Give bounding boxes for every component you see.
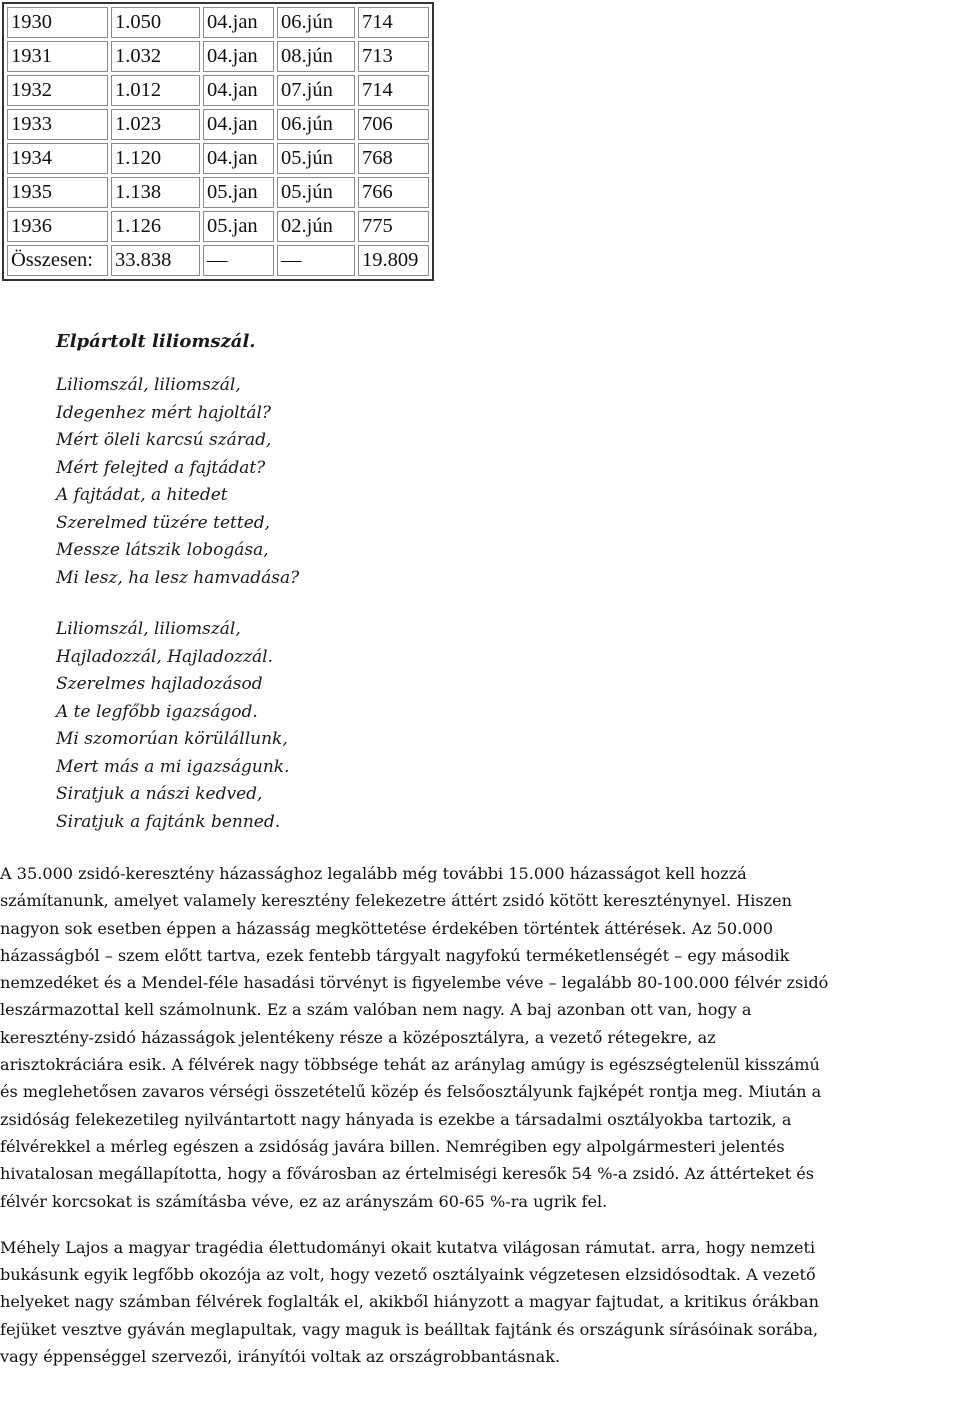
paragraph-line: arisztokráciára esik. A félvérek nagy többsége tehát az aránylag amúgy is egészségtelenül kisszámú: [0, 1055, 820, 1075]
poem-line: Mért felejted a fajtádat?: [56, 457, 266, 478]
table-cell: 04.jan: [203, 109, 274, 140]
poem-line: Messze látszik lobogása,: [56, 540, 269, 560]
paragraph-line: vagy éppenséggel szervezői, irányítói voltak az országrobbantásnak.: [0, 1347, 561, 1367]
paragraph-line: helyeket nagy számban félvérek foglalták el, akikből hiányzott a magyar fajtudat, a kritikus órákban: [0, 1292, 819, 1312]
table-cell: 06.jún: [277, 109, 355, 140]
table-cell: —: [203, 245, 274, 276]
paragraph-line: nemzedéket és a Mendel-féle hasadási törvényt is figyelembe véve – legalább 80-100.000 félvér zsidó: [0, 973, 829, 993]
table-cell: 1935: [7, 177, 108, 208]
poem-line: Szerelmed tüzére tetted,: [56, 512, 271, 533]
table-total-row: [7, 245, 429, 276]
paragraph: [0, 1234, 960, 1370]
table-cell: 02.jún: [277, 211, 355, 242]
poem: [56, 328, 299, 860]
poem-stanzas: [56, 372, 299, 836]
table-cell: —: [277, 245, 355, 276]
table-cell: 06.jún: [277, 7, 355, 38]
poem-line: Mi szomorúan körülállunk,: [56, 729, 288, 749]
poem-stanza: [56, 616, 299, 836]
table-row: [7, 109, 429, 140]
paragraph-line: és meglehetősen zavaros vérségi összetételű közép és felsőosztályunk fajképét rontja meg. Miután a: [0, 1082, 822, 1102]
paragraph-line: fejüket vesztve gyáván meglapultak, vagy maguk is beálltak fajtánk és országunk sírásóinak sorába,: [0, 1319, 819, 1339]
paragraph-line: számítanunk, amelyet valamely keresztény felekezetre áttért zsidó kötött kereszténynyel. Hiszen: [0, 891, 793, 911]
poem-line: Siratjuk a nászi kedved,: [56, 784, 263, 804]
statistics-table: [2, 2, 434, 281]
poem-line: Mi lesz, ha lesz hamvadása?: [56, 567, 300, 588]
table-cell: 713: [358, 41, 429, 72]
table-cell: 1931: [7, 41, 108, 72]
poem-line: A fajtádat, a hitedet: [56, 485, 228, 505]
table-cell: 05.jan: [203, 211, 274, 242]
table-cell: 775: [358, 211, 429, 242]
paragraph-line: leszármazottal kell számolnunk. Ez a szám valóban nem nagy. A baj azonban ott van, hogy a: [0, 1000, 752, 1020]
poem-line: Mért öleli karcsú szárad,: [56, 430, 272, 450]
poem-line: Idegenhez mért hajoltál?: [56, 402, 272, 423]
table-cell: 1933: [7, 109, 108, 140]
paragraph-line: nagyon sok esetben éppen a házasság megköttetése érdekében történtek áttérések. Az 50.000: [0, 918, 773, 938]
poem-line: Hajladozzál, Hajladozzál.: [56, 646, 274, 667]
paragraph-line: házasságból – szem előtt tartva, ezek fentebb tárgyalt nagyfokú terméketlenségét – egy második: [0, 945, 790, 965]
table-row: [7, 7, 429, 38]
paragraph-line: zsidóság felekezetileg nyilvántartott nagy hányada is ezekbe a társadalmi osztályokba tartozik, a: [0, 1109, 792, 1129]
table-cell: 04.jan: [203, 41, 274, 72]
table-cell: 19.809: [358, 245, 429, 276]
paragraph-line: félvér korcsokat is számításba véve, ez az arányszám 60-65 %-ra ugrik fel.: [0, 1191, 608, 1211]
poem-line: Liliomszál, liliomszál,: [56, 619, 241, 639]
table-cell: 1.023: [111, 109, 200, 140]
poem-line: Mert más a mi igazságunk.: [56, 756, 290, 777]
table-cell: 1.050: [111, 7, 200, 38]
table-cell: 1936: [7, 211, 108, 242]
poem-line: Szerelmes hajladozásod: [56, 674, 263, 694]
table-cell: 05.jún: [277, 177, 355, 208]
table-row: [7, 143, 429, 174]
table-cell: 1.120: [111, 143, 200, 174]
table-cell: 1930: [7, 7, 108, 38]
poem-line: A te legfőbb igazságod.: [56, 701, 258, 722]
table-cell: 05.jan: [203, 177, 274, 208]
poem-line: Siratjuk a fajtánk benned.: [56, 811, 281, 832]
table-cell: 33.838: [111, 245, 200, 276]
table-cell: 1.012: [111, 75, 200, 106]
poem-stanza: [56, 372, 299, 592]
table-cell: 1934: [7, 143, 108, 174]
paragraph-line: A 35.000 zsidó-keresztény házassághoz legalább még további 15.000 házasságot kell hozzá: [0, 864, 747, 883]
poem-line: Liliomszál, liliomszál,: [56, 375, 241, 395]
table-row: [7, 211, 429, 242]
table-cell: 07.jún: [277, 75, 355, 106]
table-row: [7, 41, 429, 72]
table-cell: 08.jún: [277, 41, 355, 72]
table-cell: 04.jan: [203, 143, 274, 174]
table-cell: 706: [358, 109, 429, 140]
table-cell: 1.126: [111, 211, 200, 242]
table-cell: 714: [358, 75, 429, 106]
body-text: [0, 860, 960, 1389]
paragraph-line: bukásunk egyik legfőbb okozója az volt, hogy vezető osztályaink végzetesen elzsidósodtak. A vezető: [0, 1265, 816, 1285]
table-cell: 04.jan: [203, 7, 274, 38]
paragraph-line: hivatalosan megállapította, hogy a fővárosban az értelmiségi keresők 54 %-a zsidó. Az áttérteket és: [0, 1164, 815, 1184]
paragraph-line: keresztény-zsidó házasságok jelentékeny része a középosztályra, a vezető rétegekre, az: [0, 1027, 716, 1047]
paragraph-line: félvérekkel a mérleg egészen a zsidóság javára billen. Nemrégiben egy alpolgármesteri jelentés: [0, 1136, 785, 1156]
table-cell: 1932: [7, 75, 108, 106]
paragraph: [0, 860, 960, 1215]
paragraph-line: Méhely Lajos a magyar tragédia élettudományi okait kutatva világosan rámutat. arra, hogy nemzeti: [0, 1237, 816, 1257]
table-cell: 05.jún: [277, 143, 355, 174]
table-row: [7, 75, 429, 106]
table-cell: 1.032: [111, 41, 200, 72]
table-cell: 04.jan: [203, 75, 274, 106]
table-cell: 766: [358, 177, 429, 208]
statistics-table-body: [7, 7, 429, 276]
table-row: [7, 177, 429, 208]
table-cell: 768: [358, 143, 429, 174]
table-cell: 714: [358, 7, 429, 38]
table-cell: Összesen:: [7, 245, 108, 276]
table-cell: 1.138: [111, 177, 200, 208]
poem-title: Elpártolt liliomszál.: [56, 331, 256, 352]
